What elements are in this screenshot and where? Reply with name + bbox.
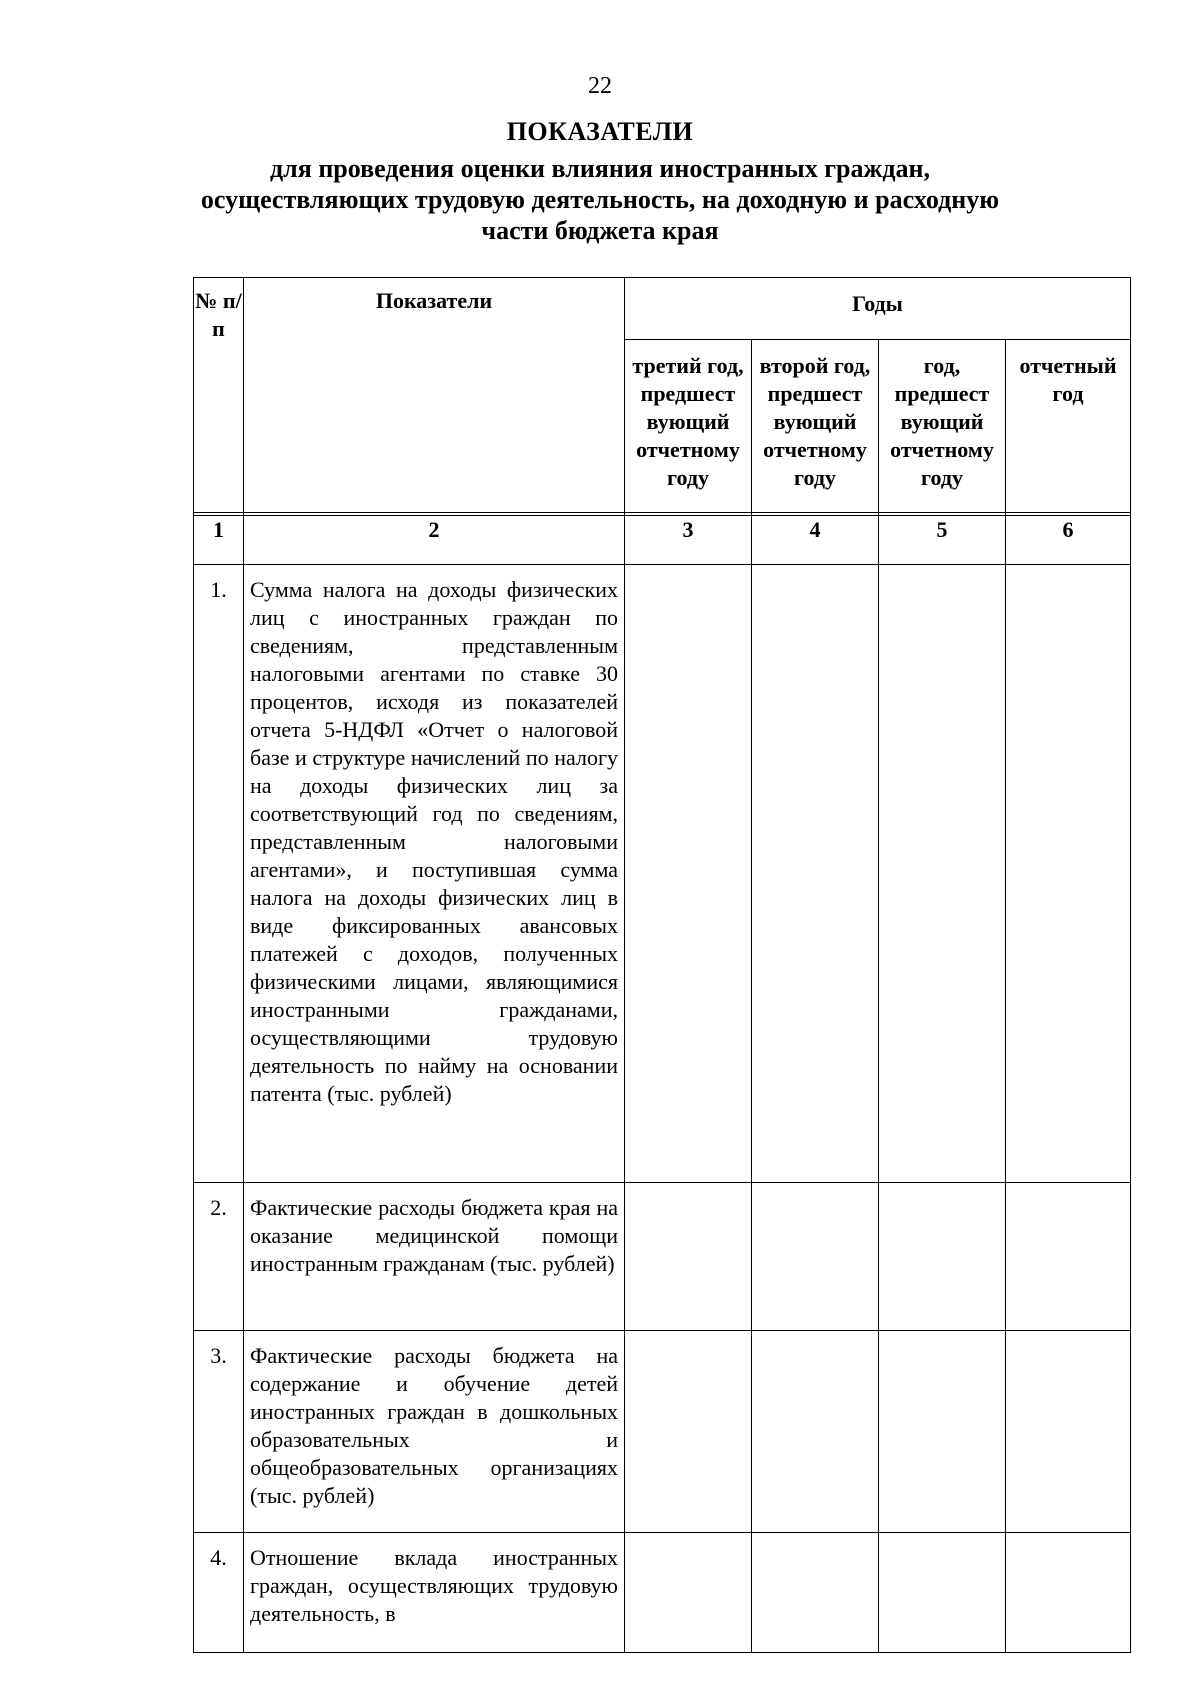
document-title: ПОКАЗАТЕЛИ [506,117,694,146]
document-subtitle [200,153,1000,246]
header-num: № п/п [194,278,244,513]
indicators-table [193,277,1131,1653]
column-number: 6 [1006,516,1131,565]
value-cell [752,1331,879,1533]
row-indicator-text: Сумма налога на доходы физических лиц с иностранных граждан по сведениям, представленным налоговыми агентами по ставке 30 процентов, исходя из показателей отчета 5-НДФЛ «Отчет о налоговой базе и структуре начислений по налогу на доходы физических лиц за соответствующий год по сведениям, представленным налоговыми агентами», и поступившая сумма налога на доходы физических лиц в виде фиксированных авансовых платежей с доходов, полученных физическими лицами, являющимися иностранными гражданами, осуществляющими трудовую деятельность по найму на основании патента (тыс. рублей) [244,565,625,1183]
column-number: 4 [752,516,879,565]
subtitle-line: осуществляющих трудовую деятельность, на доходную и расходную [200,185,1000,214]
header-year-col: второй год, предшест вующий отчетному году [752,340,879,513]
column-number: 3 [625,516,752,565]
row-number: 4. [194,1533,244,1653]
table-row [194,1533,1131,1653]
value-cell [752,1533,879,1653]
row-indicator-text: Отношение вклада иностранных граждан, осуществляющих трудовую деятельность, в [244,1533,625,1653]
table-row [194,1331,1131,1533]
value-cell [1006,1533,1131,1653]
column-number: 1 [194,516,244,565]
value-cell [752,565,879,1183]
table-row [194,1183,1131,1331]
row-number: 2. [194,1183,244,1331]
header-years: Годы [625,278,1131,340]
value-cell [625,1331,752,1533]
subtitle-line: части бюджета края [481,216,719,245]
value-cell [879,1331,1006,1533]
value-cell [625,1533,752,1653]
value-cell [879,1183,1006,1331]
table-row [194,565,1131,1183]
value-cell [1006,565,1131,1183]
page-number: 22 [588,73,612,99]
value-cell [1006,1183,1131,1331]
value-cell [625,1183,752,1331]
row-indicator-text: Фактические расходы бюджета края на оказание медицинской помощи иностранным гражданам (тыс. рублей) [244,1183,625,1331]
header-year-col: отчетный год [1006,340,1131,513]
row-number: 3. [194,1331,244,1533]
header-year-col: год, предшест вующий отчетному году [879,340,1006,513]
subtitle-line: для проведения оценки влияния иностранных граждан, [270,154,930,183]
value-cell [879,565,1006,1183]
column-number: 5 [879,516,1006,565]
column-numbers-row [194,516,1131,565]
value-cell [879,1533,1006,1653]
column-number: 2 [244,516,625,565]
row-number: 1. [194,565,244,1183]
table-header-row [194,278,1131,340]
value-cell [625,565,752,1183]
value-cell [1006,1331,1131,1533]
value-cell [752,1183,879,1331]
header-indicators: Показатели [244,278,625,513]
header-year-col: третий год, предшест вующий отчетному году [625,340,752,513]
row-indicator-text: Фактические расходы бюджета на содержание и обучение детей иностранных граждан в дошкольных образовательных и общеобразовательных организациях (тыс. рублей) [244,1331,625,1533]
